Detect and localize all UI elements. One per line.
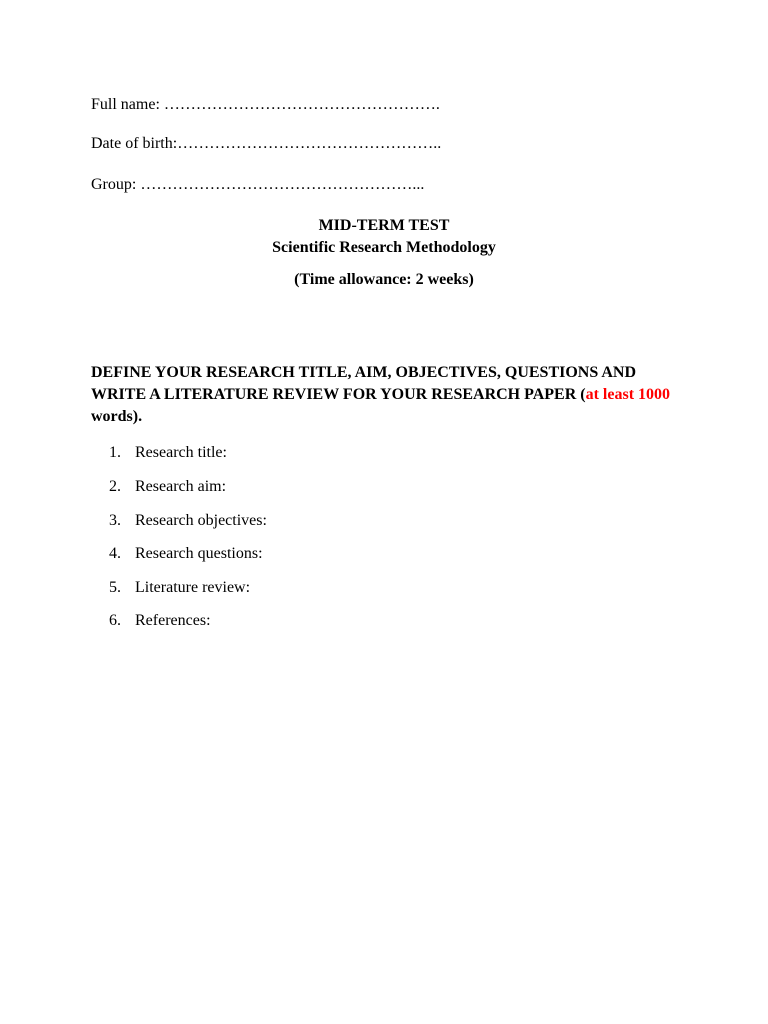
instruction-highlight-at-least: at least bbox=[585, 386, 635, 403]
list-item-number: 6. bbox=[109, 612, 121, 629]
list-item-label: Research title: bbox=[135, 444, 227, 461]
list-item-number: 5. bbox=[109, 579, 121, 596]
list-item-label: Research questions: bbox=[135, 545, 263, 562]
list-item-number: 4. bbox=[109, 545, 121, 562]
instruction-text-end: words). bbox=[91, 408, 143, 425]
instruction-paragraph bbox=[91, 362, 691, 428]
list-item-label: Literature review: bbox=[135, 579, 251, 596]
time-allowance: (Time allowance: 2 weeks) bbox=[294, 271, 474, 288]
list-item bbox=[109, 443, 227, 463]
test-title: MID-TERM TEST bbox=[318, 217, 450, 234]
instruction-highlight-word-count: 1000 bbox=[638, 386, 671, 403]
list-item-label: Research objectives: bbox=[135, 512, 267, 529]
date-of-birth-field: Date of birth:………………………………………….. bbox=[91, 135, 442, 152]
list-item-number: 3. bbox=[109, 512, 121, 529]
list-item bbox=[109, 611, 211, 631]
group-field: Group: ……………………………………………... bbox=[91, 176, 425, 193]
list-item bbox=[109, 477, 226, 497]
list-item bbox=[109, 511, 267, 531]
test-subject: Scientific Research Methodology bbox=[272, 239, 496, 256]
list-item-label: Research aim: bbox=[135, 478, 227, 495]
list-item-label: References: bbox=[135, 612, 211, 629]
list-item-number: 2. bbox=[109, 478, 121, 495]
list-item bbox=[109, 544, 263, 564]
list-item-number: 1. bbox=[109, 444, 121, 461]
list-item bbox=[109, 578, 250, 598]
full-name-field: Full name: ……………………………………………. bbox=[91, 96, 440, 113]
instruction-text-main: DEFINE YOUR RESEARCH TITLE, AIM, OBJECTIVES, QUESTIONS AND WRITE A LITERATURE REVIEW FOR YOUR RESEARCH PAPER ( bbox=[91, 364, 637, 403]
